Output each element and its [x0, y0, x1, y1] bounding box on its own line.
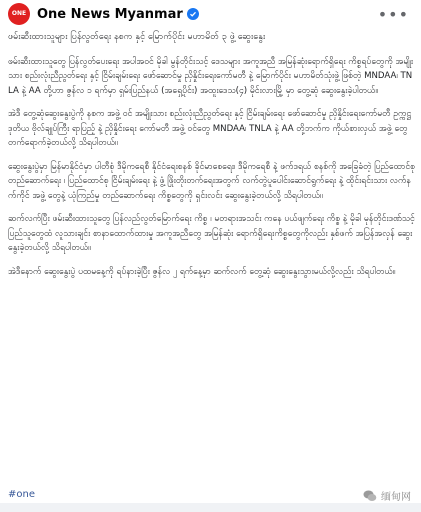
wechat-icon — [363, 489, 377, 503]
post-text — [8, 30, 416, 288]
post-paragraph: ဆွေးနွေးပွဲမှာ မြန်မာနိုင်ငံမှာ ပါတီစုံ ဒီမိုကရေစီ နိုင်ငံရေးစနစ် ခိုင်မာစေရေး၊ ဒီမိုကရေစီ နဲ့ ဖက်ဒရယ် စနစ်ကို အခြေခံတဲ့ ပြည်ထောင်စု တည်ဆောက်ရေး ၊ ပြည်ထောင်စု ငြိမ်းချမ်းရေး နဲ့ ဖွံ့ ဖြိုးတိုးတက်ရေးအတွက် လက်တွဲပူပေါင်းဆောင်ရွက်ရေး နဲ့ ထိုင်းရင်းသား လက်နက်ကိုင် အဖွဲ့ တွေနဲ့ ယုံကြည်မှု တည်ဆောက်ရေး ကိစ္စတွေကို ရှင်းလင်း ဆွေးနွေးခဲ့တယ်လို့ သိရပါတယ်။ — [8, 161, 415, 201]
watermark — [363, 488, 411, 503]
post-title: ဖမ်းဆီးထားသူများ ပြန်လွတ်ရေး နစက နှင့် မြောက်ပိုင်း မဟာမိတ် ၃ ဖွဲ့ ဆွေးနွေး — [8, 32, 266, 42]
post-bottom-bar — [0, 503, 421, 512]
post-paragraph: ဖမ်းဆီးထားသူတွေ ပြန်လွတ်ပေးရေး အပါအဝင် မိုခါ မွန်တိုင်းသင့် ဒေသများ အကူအညီ အမြန်ဆုံးရောက်ရှိရေး ကိစ္စရပ်တွေကို အမျိုးသား စည်းလုံးညီညွတ်ရေး နှင့် ငြိမ်းချမ်းရေး ဖော်ဆောင်မှု ညှိနှိုင်းရေးကော်မတီ နဲ့ မြောက်ပိုင်း မဟာမိတ်သုံးဖွဲ့ ဖြစ်တဲ့ MNDAA၊ TNLA နဲ့ AA တို့ဟာ ဇွန်လ ၁ ရက်မှာ ရှမ်းပြည်နယ် (အရှေ့ပိုင်း) အထူးဒေသ(၄) မိုင်းလားမြို့ မှာ တွေ့ဆုံ ဆွေးနွေးခဲ့ပါတယ်။ — [8, 56, 414, 96]
post-paragraph: ဆက်လက်ပြီး ဖမ်းဆီးထားသူတွေ ပြန်လည်လွတ်မြောက်ရေး ကိစ္စ ၊ မတရားအသင်း ကနေ ပယ်ဖျက်ရေး ကိစ္စ နဲ့ မိုခါ မုန်တိုင်းဒဏ်သင့် ပြည်သူတွေထံ လူသားချင်း စာနာထောက်ထားမှု အကူအညီတွေ အမြန်ဆုံး ရောက်ရှိရေးကိစ္စတွေကိုလည်း နှစ်ဖက် အပြန်အလှန် ဆွေးနွေးခဲ့တယ်လို့ သိရပါတယ်။ — [8, 214, 415, 253]
avatar-logo-text: ONE — [11, 10, 27, 17]
post-paragraph: အဲဒီနောက် ဆွေးနွေးပွဲ ပထမနေ့ကို ရပ်နားခဲ့ပြီး ဇွန်လ ၂ ရက်နေ့မှာ ဆက်လက် တွေ့ဆုံ ဆွေးနွေးသွားမယ်လို့လည်း သိရပါတယ်။ — [8, 266, 396, 277]
post-paragraph: အဲဒီ တွေ့ဆုံဆွေးနွေးပွဲကို နစက အဖွဲ့ ဝင် အမျိုးသား စည်းလုံးညီညွတ်ရေး နှင့် ငြိမ်းချမ်းရေး ဖော်ဆောင်မှု ညှိနှိုင်းရေးကော်မတီ ဥက္ကဋ္ဌ ဒုတိယ ဗိုလ်ချုပ်ကြီး ရာပြည့် နဲ့ ညှိနှိုင်းရေး ကော်မတီ အဖွဲ့ ဝင်တွေ MNDAA၊ TNLA နဲ့ AA တို့ဘက်က ကိုယ်စားလှယ် အဖွဲ့ တွေ တက်ရောက်ခဲ့တယ်လို့ သိရပါတယ်။ — [8, 109, 412, 148]
watermark-text: 缅甸网 — [381, 492, 411, 503]
page-name-link[interactable]: One News Myanmar — [37, 6, 183, 22]
post-header — [0, 0, 421, 28]
hashtag-link[interactable]: #one — [8, 489, 35, 500]
page-avatar[interactable] — [8, 3, 30, 25]
more-options-icon[interactable]: ••• — [377, 5, 409, 24]
verified-badge-icon — [187, 8, 199, 20]
